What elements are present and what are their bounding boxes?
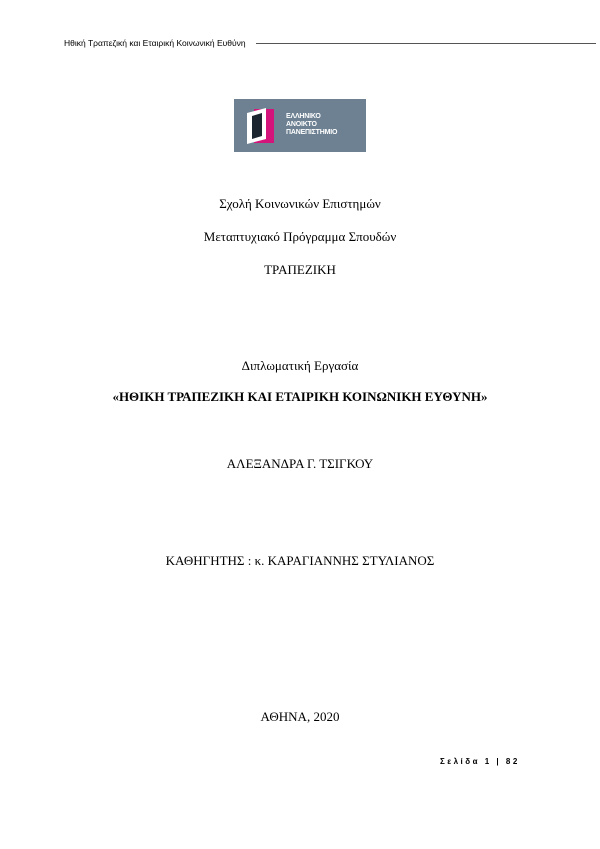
page-number: Σελίδα 1 | 82 [440,757,520,766]
program-name: Μεταπτυχιακό Πρόγραμμα Σπουδών [203,229,397,244]
university-logo [234,99,366,152]
document-type: Διπλωματική Εργασία [241,358,359,373]
supervisor: ΚΑΘΗΓΗΤΗΣ : κ. ΚΑΡΑΓΙΑΝΝΗΣ ΣΤΥΛΙΑΝΟΣ [165,553,435,568]
author-name: ΑΛΕΞΑΝΔΡΑ Γ. ΤΣΙΓΚΟΥ [226,456,374,471]
specialization: ΤΡΑΠΕΖΙΚΗ [264,262,336,277]
header-rule [256,43,596,44]
running-header [64,36,596,50]
thesis-title: «ΗΘΙΚΗ ΤΡΑΠΕΖΙΚΗ ΚΑΙ ΕΤΑΙΡΙΚΗ ΚΟΙΝΩΝΙΚΗ ΕΥΘΥΝΗ» [112,389,488,404]
school-name: Σχολή Κοινωνικών Επιστημών [219,196,381,211]
logo-line-1: ΕΛΛΗΝΙΚΟ [286,113,321,120]
place-date: ΑΘΗΝΑ, 2020 [260,709,340,724]
logo-line-3: ΠΑΝΕΠΙΣΤΗΜΙΟ [286,129,338,136]
logo-wordmark [286,113,337,137]
logo-line-2: ΑΝΟΙΚΤΟ [286,121,317,128]
running-header-title: Ηθική Τραπεζική και Εταιρική Κοινωνική Ευθύνη [64,38,246,48]
